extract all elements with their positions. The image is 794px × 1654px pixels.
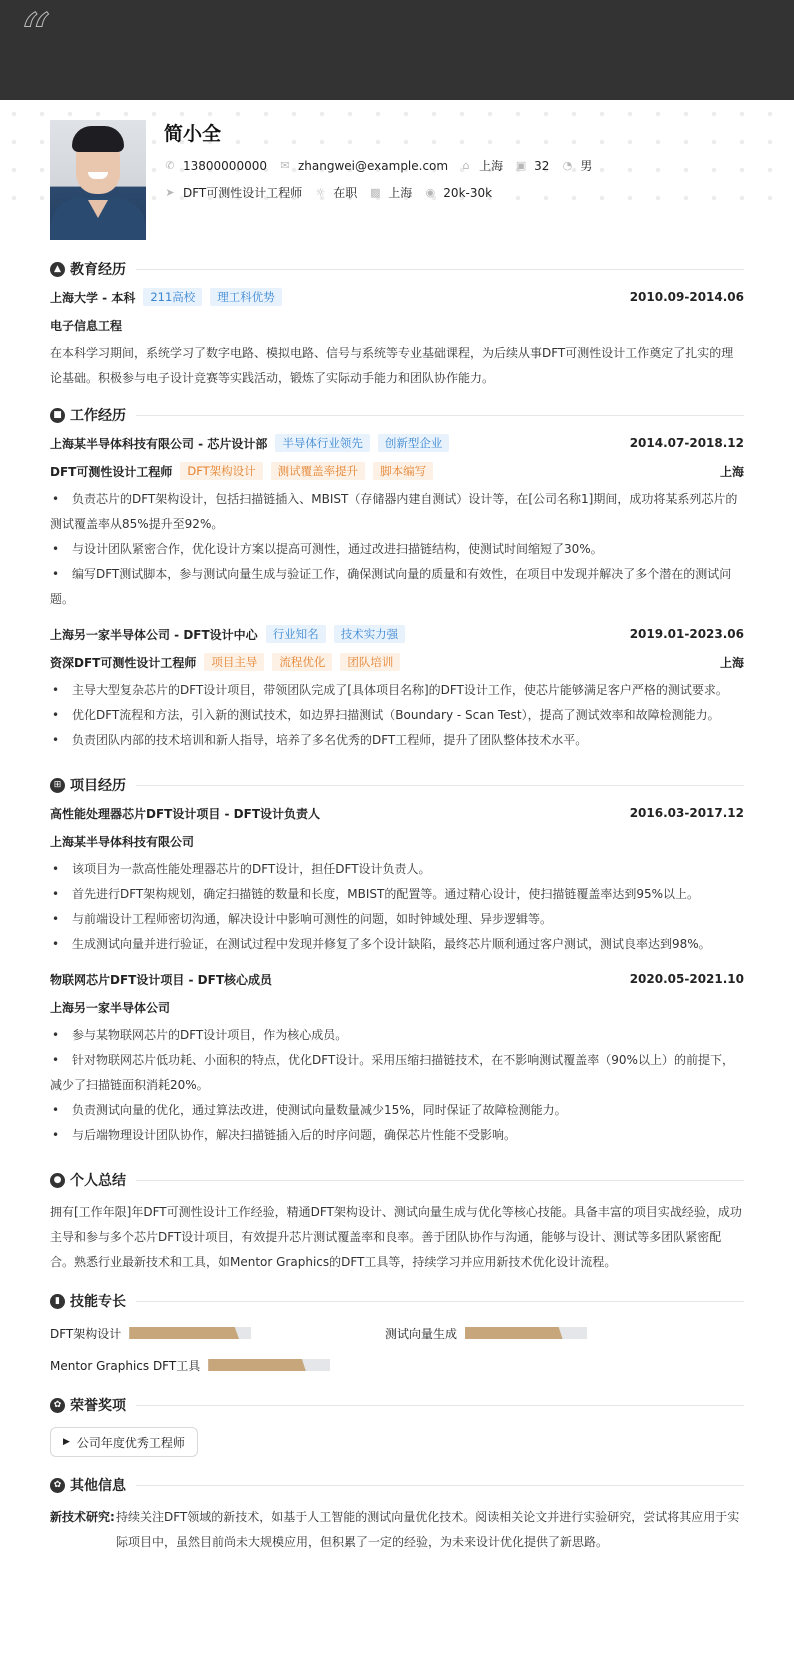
skill-item: DFT架构设计 [50, 1319, 385, 1347]
awards-section [50, 1391, 744, 1457]
tag: DFT架构设计 [180, 462, 262, 480]
gender-icon: ◔ [562, 158, 573, 172]
award-item[interactable]: ▶ 公司年度优秀工程师 [50, 1427, 198, 1457]
date: 2010.09-2014.06 [629, 290, 744, 304]
send-icon: ➤ [165, 185, 175, 199]
list-item: • 与前端设计工程师密切沟通，解决设计中影响可测性的问题，如时钟域处理、异步逻辑等。 [52, 912, 553, 926]
tag: 脚本编写 [373, 462, 433, 480]
profile-info [164, 120, 604, 245]
work-item [50, 429, 744, 612]
salary: ◉ 20k-30k [425, 185, 493, 200]
role: DFT可测性设计工程师 [50, 464, 173, 479]
project-item [50, 965, 744, 1148]
summary-text: 拥有[工作年限]年DFT可测性设计工作经验，精通DFT架构设计、测试向量生成与优化等核心技能。具备丰富的项目实战经验，成功主导和参与多个芯片DFT设计项目，有效提升芯片测试覆盖率和良率。善于团队协作与沟通，能够与设计、测试等多团队紧密配合。熟悉行业最新技术和工具，如Mentor Graphics的DFT工具等，持续学习并应用新技术优化设计流程。 [50, 1205, 742, 1269]
tag: 理工科优势 [210, 288, 282, 306]
tag: 半导体行业领先 [275, 434, 370, 452]
location: 上海 [719, 655, 744, 670]
company-name: 上海另一家半导体公司 - DFT设计中心 [50, 627, 258, 642]
phone: ✆ 13800000000 [165, 158, 267, 173]
tag: 211高校 [143, 288, 202, 306]
phone-icon: ✆ [165, 158, 175, 172]
position: ➤ DFT可测性设计工程师 [165, 185, 303, 200]
city: ⌂ 上海 [460, 157, 503, 174]
job-status: ☼ 在职 [315, 185, 358, 200]
company-name: 上海某半导体科技有限公司 - 芯片设计部 [50, 436, 268, 451]
major: 电子信息工程 [50, 318, 123, 333]
skill-item: Mentor Graphics DFT工具 [50, 1351, 385, 1379]
section-title: 教育经历 [70, 262, 126, 278]
list-item: • 针对物联网芯片低功耗、小面积的特点，优化DFT设计。采用压缩扫描链技术，在不影响测试覆盖率（90%以上）的前提下，减少了扫描链面积消耗20%。 [50, 1053, 734, 1092]
other-section [50, 1471, 744, 1555]
project-company: 上海另一家半导体公司 [50, 1000, 171, 1015]
email: ✉ zhangwei@example.com [280, 158, 449, 173]
tag: 团队培训 [340, 653, 400, 671]
medal-icon: ✿ [50, 1398, 65, 1413]
profile-header [50, 120, 744, 245]
date: 2014.07-2018.12 [629, 436, 744, 450]
section-title: 荣誉奖项 [70, 1398, 126, 1414]
tag: 项目主导 [204, 653, 264, 671]
list-item: • 参与某物联网芯片的DFT设计项目，作为核心成员。 [52, 1028, 348, 1042]
other-item: 新技术研究: 持续关注DFT领域的新技术，如基于人工智能的测试向量优化技术。阅读相关论文并进行实验研究，尝试将其应用于实际项目中，虽然目前尚未大规模应用，但积累了一定的经验，为未来设计优化提供了新思路。 [50, 1510, 740, 1549]
list-item: • 与后端物理设计团队协作，解决扫描链插入后的时序问题，确保芯片性能不受影响。 [52, 1128, 517, 1142]
mail-icon: ✉ [280, 158, 290, 172]
skill-bar [465, 1327, 587, 1339]
section-title: 技能专长 [70, 1294, 126, 1310]
user-icon: ● [50, 1173, 65, 1188]
tag: 技术实力强 [334, 625, 406, 643]
triangle-right-icon: ▶ [63, 1437, 70, 1447]
role: 资深DFT可测性设计工程师 [50, 655, 197, 670]
work-item [50, 620, 744, 753]
projects-section [50, 771, 744, 1148]
profile-name: 简小全 [164, 123, 222, 145]
age: ▣ 32 [515, 158, 550, 173]
skills-grid [50, 1319, 744, 1379]
date: 2020.05-2021.10 [629, 972, 744, 986]
skills-section [50, 1287, 744, 1379]
education-description: 在本科学习期间，系统学习了数字电路、模拟电路、信号与系统等专业基础课程，为后续从事DFT可测性设计工作奠定了扎实的理论基础。积极参与电子设计竞赛等实践活动，锻炼了实际动手能力和团队协作能力。 [50, 346, 734, 385]
resume-page [0, 100, 794, 1575]
building-icon: ▩ [370, 185, 381, 199]
section-title: 项目经历 [70, 778, 126, 794]
calendar-icon: ▣ [515, 158, 527, 172]
list-item: • 与设计团队紧密合作，优化设计方案以提高可测性，通过改进扫描链结构，使测试时间缩短了30%。 [52, 542, 603, 556]
list-item: • 编写DFT测试脚本，参与测试向量生成与验证工作，确保测试向量的质量和有效性，在项目中发现并解决了多个潜在的测试问题。 [50, 567, 732, 606]
money-icon: ◉ [425, 185, 436, 199]
education-section [50, 255, 744, 391]
list-item: • 生成测试向量并进行验证，在测试过程中发现并修复了多个设计缺陷，最终芯片顺利通过客户测试，测试良率达到98%。 [52, 937, 711, 951]
section-title: 个人总结 [70, 1173, 126, 1189]
skill-bar [208, 1359, 330, 1371]
work-section [50, 401, 744, 753]
medal-icon: ✿ [50, 1478, 65, 1493]
list-item: • 优化DFT流程和方法，引入新的测试技术，如边界扫描测试（Boundary - Scan Test），提高了测试效率和故障检测能力。 [52, 708, 720, 722]
skill-bar [129, 1327, 251, 1339]
gender: ◔ 男 [562, 158, 593, 173]
bar-chart-icon: ▮ [50, 1294, 65, 1309]
target-city: ▩ 上海 [370, 185, 413, 200]
project-name: 物联网芯片DFT设计项目 - DFT核心成员 [50, 972, 273, 987]
list-item: • 负责测试向量的优化，通过算法改进，使测试向量数量减少15%，同时保证了故障检测能力。 [52, 1103, 567, 1117]
list-item: • 负责芯片的DFT架构设计，包括扫描链插入、MBIST（存储器内建自测试）设计等，在[公司名称1]期间，成功将某系列芯片的测试覆盖率从85%提升至92%。 [50, 492, 738, 531]
project-company: 上海某半导体科技有限公司 [50, 834, 195, 849]
tag: 行业知名 [266, 625, 326, 643]
date: 2019.01-2023.06 [629, 627, 744, 641]
list-item: • 负责团队内部的技术培训和新人指导，培养了多名优秀的DFT工程师，提升了团队整体技术水平。 [52, 733, 588, 747]
status-icon: ☼ [315, 185, 326, 199]
skill-item: 测试向量生成 [385, 1319, 720, 1347]
briefcase-icon: ■ [50, 408, 65, 423]
avatar [50, 120, 146, 240]
section-title: 其他信息 [70, 1478, 126, 1494]
school-name: 上海大学 - 本科 [50, 290, 136, 305]
section-title: 工作经历 [70, 408, 126, 424]
project-name: 高性能处理器芯片DFT设计项目 - DFT设计负责人 [50, 806, 321, 821]
tag: 测试覆盖率提升 [271, 462, 366, 480]
summary-section [50, 1166, 744, 1275]
tag: 创新型企业 [378, 434, 450, 452]
quote-icon: “ [20, 1, 51, 71]
tag: 流程优化 [272, 653, 332, 671]
location: 上海 [719, 464, 744, 479]
header-banner [0, 0, 794, 100]
list-item: • 首先进行DFT架构规划，确定扫描链的数量和长度，MBIST的配置等。通过精心设计，使扫描链覆盖率达到95%以上。 [52, 887, 700, 901]
project-item [50, 799, 744, 957]
list-item: • 主导大型复杂芯片的DFT设计项目，带领团队完成了[具体项目名称]的DFT设计工作，使芯片能够满足客户严格的测试要求。 [52, 683, 728, 697]
grid-icon: ⊞ [50, 778, 65, 793]
date: 2016.03-2017.12 [629, 806, 744, 820]
graduation-cap-icon: ▲ [50, 262, 65, 277]
home-icon: ⌂ [462, 158, 470, 172]
list-item: • 该项目为一款高性能处理器芯片的DFT设计，担任DFT设计负责人。 [52, 862, 431, 876]
